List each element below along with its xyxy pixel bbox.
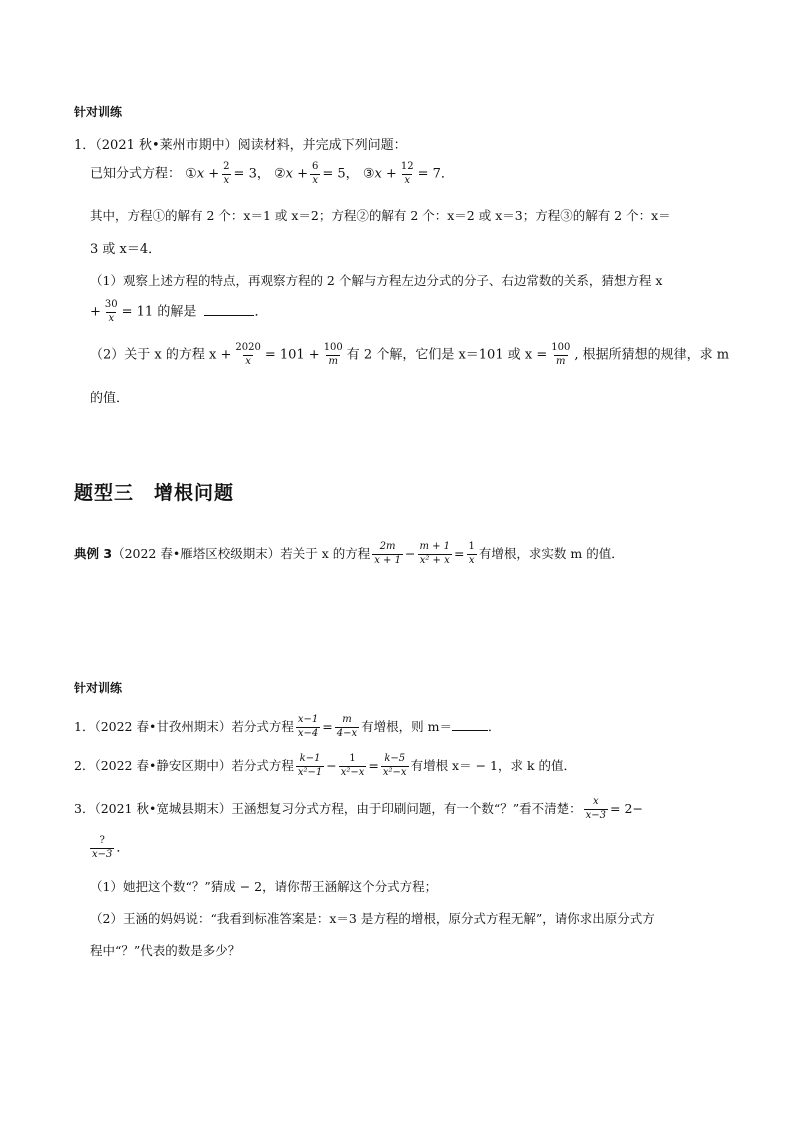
sub2-numerator-2: 100 [323,342,343,353]
q1-sub2-line2: 的值． [90,391,130,406]
s3-q1-equals: = [322,718,333,734]
sub2-denominator-2: m [328,355,338,367]
s3-q3-text-a: 3．（2021 秋•宽城县期末）王涵想复习分式方程，由于印刷问题，有一个数“？”看不清楚： [74,800,582,816]
s3-q3-sub2-line1: （2）王涵的妈妈说：“我看到标准答案是：x＝3 是方程的增根，原分式方程无解”，请你求出原分式方 [90,911,655,926]
example3-fraction-2 [417,542,452,566]
s3-q2-fraction-2 [339,754,367,778]
s3-q3-line2 [88,836,129,860]
sub2-text-d: , 根据所猜想的规律，求 m [574,347,730,363]
eq1-rhs: = 3， [233,166,270,182]
s3-q3-sub2-line2: 程中“？”代表的数是多少？ [90,943,241,958]
q1-solutions-line-cont: 3 或 x＝4． [90,242,162,257]
s3-q2-fraction-1 [296,754,324,778]
example3-equals: = [454,545,465,561]
eq2-mark: ② [273,166,286,182]
sub1-plus: + [90,304,101,320]
example3-fraction-3 [467,542,477,566]
s3-q2-denominator-3: x²−x [382,766,407,778]
example3-label: 典例 3 [74,545,113,561]
s3-q3-denominator-2: x−3 [92,848,113,860]
s3-q2-denominator-1: x²−1 [297,766,323,778]
s3-q2-text-a: 2．（2022 春•静安区期中）若分式方程 [74,757,294,773]
example3-denominator-1: x + 1 [374,554,401,566]
eq3-numerator: 12 [400,161,414,172]
eq1-numerator: 2 [223,161,230,172]
sub2-text-a: （2）关于 x 的方程 x + [90,347,232,363]
s3-q3-fraction-2 [90,836,114,860]
eq2-fraction [310,162,320,186]
eq1-mark: ① [185,166,197,182]
example3-denominator-2: x² + x [419,554,450,566]
example3-tail: 有增根，求实数 m 的值． [478,545,624,561]
s3-q1-fraction-1 [296,715,320,739]
s3-q1-text-a: 1．（2022 春•甘孜州期末）若分式方程 [74,718,294,734]
q1-source: （2021 秋•莱州市期中）阅读材料，并完成下列问题： [95,138,407,153]
section-header-practice-2: 针对训练 [74,681,123,695]
example3-minus: − [404,545,416,561]
s3-q3-fraction-1 [584,797,608,821]
s3-q3-period: ． [116,840,130,856]
sub2-fraction-3 [549,343,572,367]
s3-q3-denominator-1: x−3 [585,809,607,821]
s3-q2-fraction-3 [381,754,409,778]
s3-q1-numerator-2: m [342,714,352,725]
eq1-lhs: x + [196,166,220,182]
eq2-rhs: = 5， [322,166,359,182]
s3-q2-text-b: 有增根 x＝ − 1，求 k 的值． [410,757,576,773]
s3-q2-denominator-2: x²−x [340,766,365,778]
sub1-rhs: = 11 的解是 [121,304,197,320]
eq3-mark: ③ [362,166,375,182]
sub2-numerator-3: 100 [551,342,571,353]
section-title-extraneous-roots: 题型三 增根问题 [74,482,235,504]
sub1-denominator: x [108,312,115,324]
eq3-lhs: x + [374,166,397,182]
s3-q1-text-b: 有增根，则 m＝ [361,718,452,734]
s3-q1-denominator-2: 4−x [336,727,358,739]
sub2-text-b: = 101 + [264,347,320,363]
example3-fraction-1 [372,542,403,566]
s3-q3-sub1: （1）她把这个数“？”猜成 − 2，请你帮王涵解这个分式方程； [90,879,438,894]
s3-q2-minus: − [326,757,337,773]
example3-numerator-3: 1 [468,541,475,552]
q1-sub2-line1 [90,343,729,367]
s3-q1-period: ． [487,718,501,734]
s3-q2-equals: = [368,757,379,773]
example3-numerator-1: 2m [379,541,396,552]
sub1-period: ． [254,304,268,320]
eq2-denominator: x [312,174,318,186]
s3-q3-numerator-1: x [593,796,599,807]
sub2-numerator-1: 2020 [235,342,261,353]
eq1-denominator: x [223,174,230,186]
s3-q1-answer-blank [452,720,488,731]
example3-line [74,542,624,566]
s3-q3-line1 [74,797,643,821]
q1-sub1-line2 [90,300,268,324]
example3-denominator-3: x [468,554,475,566]
q1-solutions-line: 其中，方程①的解有 2 个：x＝1 或 x＝2；方程②的解有 2 个：x＝2 或 x＝3；方程③的解有 2 个：x＝ [90,208,671,223]
sub1-fraction [103,300,120,324]
eq2-lhs: x + [285,166,308,182]
sub1-answer-blank [204,305,254,316]
example3-numerator-2: m + 1 [419,541,451,552]
s3-q1-fraction-2 [335,715,359,739]
eq3-rhs: = 7． [417,166,454,182]
q1-intro: 已知分式方程： [90,166,182,182]
eq1-fraction [221,162,231,186]
sub2-denominator-1: x [245,355,251,367]
q1-equations-line [90,162,454,186]
eq2-numerator: 6 [312,161,319,172]
eq3-denominator: x [404,174,411,186]
s3-q2-numerator-3: k−5 [384,753,406,764]
s3-q3-numerator-2: ? [99,835,105,846]
eq3-fraction [399,162,416,186]
section-header-practice-1: 针对训练 [74,105,123,119]
s3-q1-line [74,715,500,739]
q1-sub1-line1: （1）观察上述方程的特点，再观察方程的 2 个解与方程左边分式的分子、右边常数的关系，猜想方程 x [90,273,663,288]
sub2-text-c: 有 2 个解，它们是 x＝101 或 x = [346,347,548,363]
q1-number: 1． [74,138,96,153]
s3-q3-text-b: = 2− [610,800,643,816]
s3-q2-line [74,754,576,778]
sub2-fraction-1 [233,343,262,367]
q1-source-line [74,139,407,152]
s3-q1-denominator-1: x−4 [297,727,319,739]
sub2-fraction-2 [322,343,345,367]
s3-q2-numerator-2: 1 [349,753,356,764]
example3-source: （2022 春•雁塔区校级期末）若关于 x 的方程 [112,545,371,561]
sub2-denominator-3: m [556,355,566,367]
sub1-numerator: 30 [104,299,118,310]
s3-q2-numerator-1: k−1 [299,753,321,764]
s3-q1-numerator-1: x−1 [297,714,319,725]
